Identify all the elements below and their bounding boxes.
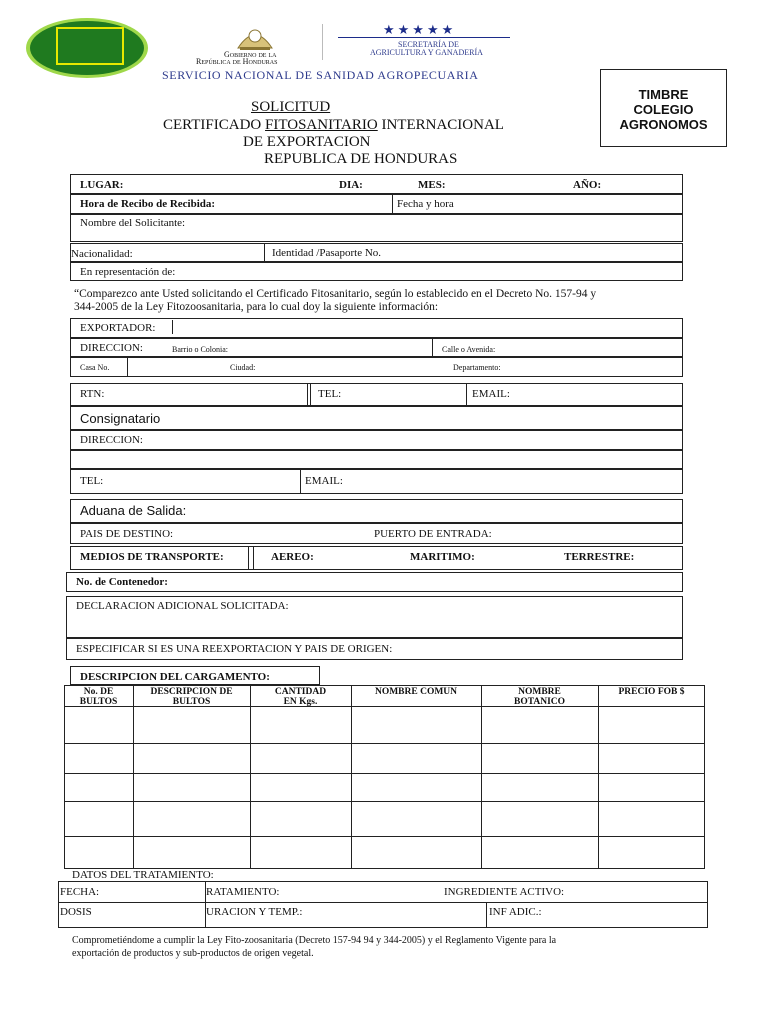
tratamiento-col-divider-2 [486,902,487,928]
medios-divider-1 [248,546,249,570]
title-fitosanitario: FITOSANITARIO [265,117,378,133]
col5-line1: NOMBRE [518,687,561,697]
barrio-label: Barrio o Colonia: [172,345,228,354]
tel2-divider [300,469,301,494]
stamp-line2: COLEGIO [633,102,694,117]
maritimo-label[interactable]: MARITIMO: [410,551,475,563]
aduana-label: Aduana de Salida: [80,503,187,518]
exportador-row[interactable] [70,318,683,338]
direccion2-extra-row[interactable] [70,450,683,469]
exportador-label: EXPORTADOR: [80,322,156,334]
direccion-label: DIRECCION: [80,342,143,354]
calle-label: Calle o Avenida: [442,345,496,354]
direccion2-label: DIRECCION: [80,434,143,446]
stars-icon: ★★★★★ [383,22,457,37]
tel2-row[interactable] [70,469,683,494]
stamp-line3: AGRONOMOS [619,117,708,132]
fecha-label: FECHA: [60,886,100,898]
comparezco-text-2: 344-2005 de la Ley Fitozoosanitaria, para lo cual doy la siguiente información: [74,301,439,313]
medios-divider-2 [253,546,254,570]
row-divider-2 [64,743,705,744]
row-divider-5 [64,836,705,837]
gov-line1: Gobierno de la [224,50,277,59]
col-divider-4 [481,685,482,869]
sag-line2: AGRICULTURA Y GANADERÍA [370,48,483,57]
col5-line2: BOTANICO [513,697,566,707]
tratamiento-label: RATAMIENTO: [206,886,280,898]
ciudad-label: Ciudad: [230,363,256,372]
cargamento-table[interactable] [64,685,705,869]
lugar-label: LUGAR: [80,179,124,191]
representacion-label: En representación de: [80,266,176,278]
rtn-row[interactable] [70,383,683,406]
footer-line2: exportación de productos y sub-productos de origen vegetal. [72,948,314,959]
casa-row[interactable] [70,357,683,377]
terrestre-label[interactable]: TERRESTRE: [564,551,635,563]
casa-divider [127,357,128,377]
mes-label: MES: [418,179,446,191]
title-certificado [163,117,504,134]
col1-line2: BULTOS [79,697,118,707]
rtn-divider-1 [307,383,308,406]
nacionalidad-divider [264,243,265,262]
email-label: EMAIL: [472,388,510,400]
tratamiento-row-divider [58,902,708,903]
cargamento-title: DESCRIPCION DEL CARGAMENTO: [80,671,270,683]
row-divider-4 [64,801,705,802]
puerto-entrada-label: PUERTO DE ENTRADA: [374,528,492,540]
ingrediente-label: INGREDIENTE ACTIVO: [444,886,565,898]
header-divider [322,24,323,60]
title-certificado-a: CERTIFICADO [163,117,266,133]
gov-line2: República de Honduras [196,57,278,66]
rtn-divider-2 [310,383,311,406]
col-header-cantidad [250,687,351,707]
duracion-label: URACION Y TEMP.: [206,906,303,918]
title-republica: REPUBLICA DE HONDURAS [264,151,458,167]
sag-line1: SECRETARÍA DE [398,40,459,49]
dia-label: DIA: [339,179,363,191]
stars-rule [338,37,510,38]
consignatario-label: Consignatario [80,411,161,426]
contenedor-label: No. de Contenedor: [76,576,168,588]
col1-line1: No. DE [83,687,114,697]
tratamiento-table[interactable] [58,881,708,928]
title-internacional: INTERNACIONAL [377,117,504,133]
email2-label: EMAIL: [305,475,343,487]
col-header-botanico [481,687,598,707]
col-divider-2 [250,685,251,869]
fecha-hora-label: Fecha y hora [397,198,454,210]
title-solicitud: SOLICITUD [251,99,331,115]
casa-label: Casa No. [80,363,110,372]
declaracion-label: DECLARACION ADICIONAL SOLICITADA: [76,600,289,612]
col-divider-3 [351,685,352,869]
nacionalidad-label: Nacionalidad: [71,248,133,260]
tratamiento-title: DATOS DEL TRATAMIENTO: [72,869,214,881]
hora-recibo-label: Hora de Recibo de Recibida: [80,198,216,210]
col2-line1: DESCRIPCION DE [150,687,233,697]
comparezco-text-1: “Comparezco ante Usted solicitando el Certificado Fitosanitario, según lo establecido en el Decreto No. 157-94 y [74,288,597,300]
col-divider-5 [598,685,599,869]
col3-line1: CANTIDAD [274,687,327,697]
col-header-descripcion [133,687,250,707]
reexportacion-label: ESPECIFICAR SI ES UNA REEXPORTACION Y PAIS DE ORIGEN: [76,643,393,655]
dosis-label: DOSIS [60,906,92,918]
stamp-line1: TIMBRE [638,87,689,102]
tel-label: TEL: [318,388,342,400]
footer-line1: Comprometiéndome a cumplir la Ley Fito-zoosanitaria (Decreto 157-94 94 y 344-2005) y el Reglamento Vigente para la [72,935,557,946]
inf-adic-label: INF ADIC.: [489,906,542,918]
consignatario-row[interactable] [70,406,683,430]
hora-divider [392,194,393,214]
aereo-label[interactable]: AEREO: [271,551,314,563]
row-divider-3 [64,773,705,774]
direccion-row[interactable] [70,338,683,357]
direccion-divider [432,338,433,357]
medios-label: MEDIOS DE TRANSPORTE: [80,551,224,563]
identidad-label: Identidad /Pasaporte No. [272,247,382,259]
col-header-bultos [64,687,133,707]
honduras-coat-of-arms-icon [230,20,280,52]
rtn-label: RTN: [80,388,105,400]
exportador-cursor [172,320,173,334]
tel2-label: TEL: [80,475,104,487]
direccion2-row[interactable] [70,430,683,450]
anio-label: AÑO: [573,179,602,191]
senasa-name: SERVICIO NACIONAL DE SANIDAD AGROPECUARIA [162,68,479,82]
nombre-solicitante-label: Nombre del Solicitante: [80,217,186,229]
rtn-divider-3 [466,383,467,406]
col-header-precio: PRECIO FOB $ [618,687,685,697]
title-exportacion: DE EXPORTACION [243,134,371,150]
col-header-nombre-comun: NOMBRE COMUN [374,687,458,697]
col2-line2: BULTOS [172,697,211,707]
col-divider-1 [133,685,134,869]
senasa-logo [24,16,150,80]
departamento-label: Departamento: [453,363,501,372]
col3-line2: EN Kgs. [283,697,318,707]
pais-destino-label: PAIS DE DESTINO: [80,528,174,540]
